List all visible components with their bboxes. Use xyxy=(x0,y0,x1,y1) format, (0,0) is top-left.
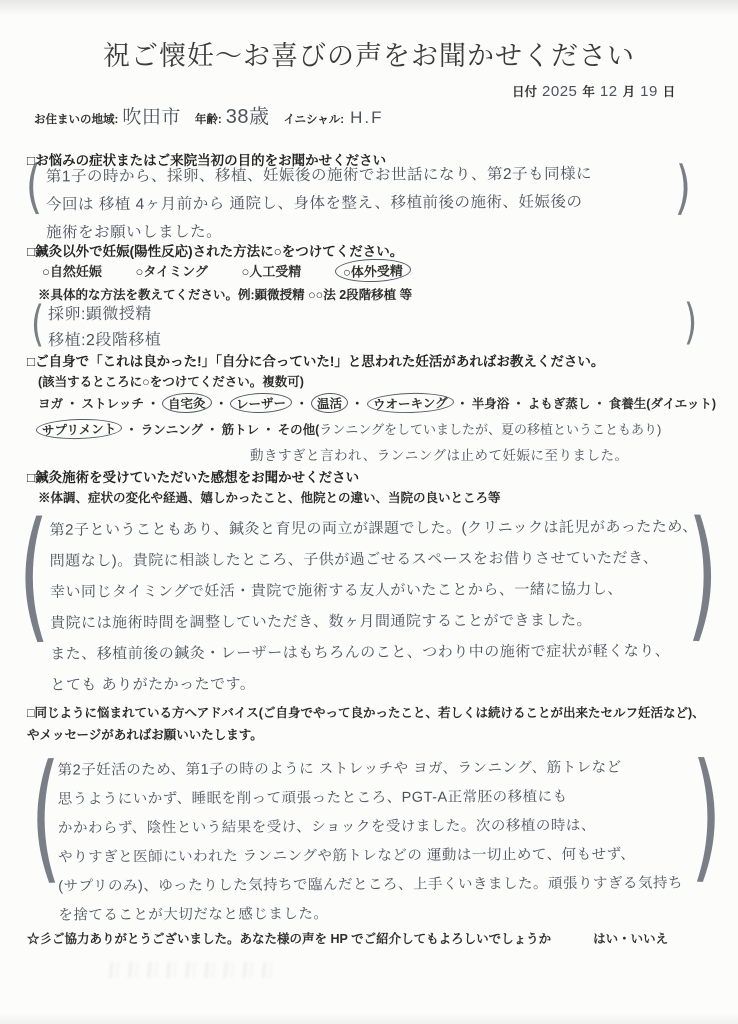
q3-option-yoga: ヨガ xyxy=(38,397,64,411)
q3-option-other: その他( xyxy=(277,423,320,437)
q5-answer-line: (サプリのみ)、ゆったりした気持ちで臨んだところ、上手くいきました。頑張りすぎる気持ち xyxy=(58,875,684,895)
q4-answer-line: 第2子ということもあり、鍼灸と育児の両立が課題でした。(クリニックは託児があったため、 xyxy=(49,518,698,539)
page-title: 祝ご懐妊～お喜びの声をお聞かせください xyxy=(103,41,635,71)
q1-heading: □お悩みの症状またはご来院当初の目的をお聞かせください xyxy=(27,153,387,168)
handwritten-bracket-left: ( xyxy=(29,735,62,899)
option-separator: ・ xyxy=(262,423,275,437)
option-separator: ・ xyxy=(456,397,469,411)
q3-option-running: ランニング xyxy=(140,423,204,437)
q3-other-answer-line2: 動きすぎと言われ、ランニングは止めて妊娠に至りました。 xyxy=(250,448,629,463)
q4-heading: □鍼灸施術を受けていただいた感想をお聞かせください xyxy=(27,470,360,485)
q4-answer xyxy=(50,511,699,700)
q3-options-row1 xyxy=(38,393,716,413)
q3-option-muscle: 筋トレ xyxy=(221,423,260,437)
option-separator: ・ xyxy=(66,397,79,411)
q3-option-stretch: ストレッチ xyxy=(81,397,144,411)
q2-option-artificial: ○人工受精 xyxy=(241,264,302,279)
q5-answer-line: やりすぎと医師にいわれた ランニングや筋トレなどの 運動は一切止めて、何もせず、 xyxy=(58,846,636,866)
option-separator: ・ xyxy=(512,397,525,411)
option-separator: ・ xyxy=(125,423,138,437)
q3-option-supplement-circled: サプリメント xyxy=(36,418,123,440)
initials-label: イニシャル: xyxy=(283,113,345,126)
q3-option-onkatsu-circled: 温活 xyxy=(311,393,349,414)
q2-answer xyxy=(48,302,162,355)
footer-line xyxy=(27,929,668,947)
scan-artifact-bottom xyxy=(0,1014,738,1024)
option-separator: ・ xyxy=(351,397,364,411)
q3-options-row2 xyxy=(36,419,661,439)
q2-answer-line: 採卵:顕微授精 xyxy=(47,305,152,324)
handwritten-bracket-right: ) xyxy=(686,491,719,657)
q4-answer-line: 問題なし)。貴院に相談したところ、子供が過ごせるスペースをお借りさせていただき、 xyxy=(49,549,659,570)
q2-answer-line: 移植:2段階移植 xyxy=(48,331,162,350)
q5-answer xyxy=(58,753,684,930)
q1-answer-line: 第1子の時から、採卵、移植、妊娠後の施術でお世話になり、第2子も同様に xyxy=(45,165,593,186)
q3-option-walking-circled: ウオーキング xyxy=(366,392,453,414)
q3-option-diet: 食養生(ダイエット) xyxy=(608,397,717,411)
q2-note: ※具体的な方法を教えてください。例:顕微授精 ○○法 2段階移植 等 xyxy=(38,288,413,302)
q4-note: ※体調、症状の変化や経過、嬉しかったこと、他院との違い、当院の良いところ等 xyxy=(38,491,501,505)
date-year-unit: 年 xyxy=(582,85,595,99)
q1-answer xyxy=(46,161,593,248)
q3-heading: □ご自身で「これは良かった!」「自分に合っていた!」と思われた妊活があればお教えください。 xyxy=(27,354,605,369)
handwritten-bracket-right: ) xyxy=(674,153,692,222)
q1-answer-line: 今回は 移植 4ヶ月前から 通院し、身体を整え、移植前後の施術、妊娠後の xyxy=(45,193,583,214)
q5-answer-line: 思うようにいかず、睡眠を削って頑張ったところ、PGT-A正常胚の移植にも xyxy=(57,788,568,808)
footer-yes-no-choice: はい・いいえ xyxy=(593,932,669,946)
q5-answer-line: を捨てることが大切だなと感じました。 xyxy=(58,906,329,924)
date-month-unit: 月 xyxy=(622,85,636,99)
q3-other-answer: ランニングをしていましたが、夏の移植ということもあり) xyxy=(319,422,662,437)
option-separator: ・ xyxy=(593,397,606,411)
region-label: お住まいの地域: xyxy=(34,113,119,126)
q2-options xyxy=(42,259,441,282)
q3-option-yomogi: よもぎ蒸し xyxy=(527,397,591,411)
q3-option-home-moxa-circled: 自宅灸 xyxy=(162,392,212,413)
date-day-value: 19 xyxy=(640,83,658,100)
q4-answer-line: 貴院には施術時間を調整していただき、数ヶ月間通院することができました。 xyxy=(50,611,593,632)
initials-value: H.F xyxy=(350,108,384,127)
option-separator: ・ xyxy=(295,397,308,411)
handwritten-bracket-left: ( xyxy=(24,152,43,221)
q1-answer-line: 施術をお願いしました。 xyxy=(46,223,223,242)
q4-answer-line: また、移植前後の鍼灸・レーザーはもちろんのこと、つわり中の施術で症状が軽くなり、 xyxy=(50,642,671,663)
q5-answer-line: かかわらず、陰性という結果を受け、ショックを受けました。次の移植の時は、 xyxy=(57,817,596,837)
option-separator: ・ xyxy=(214,397,228,411)
q3-note: (該当するところに○をつけてください。複数可) xyxy=(38,375,304,389)
q4-answer-line: とても ありがたかったです。 xyxy=(50,675,256,694)
date-year-value: 2025 xyxy=(542,83,578,100)
age-value: 38歳 xyxy=(225,106,270,128)
q4-answer-line: 幸い同じタイミングで妊活・貴院で施術する友人がいたことから、一緒に協力し、 xyxy=(49,580,623,601)
date-prefix-label: 日付 xyxy=(512,85,538,99)
handwritten-bracket-right: ) xyxy=(690,734,723,898)
date-line xyxy=(512,82,675,100)
handwritten-bracket-left: ( xyxy=(31,296,45,352)
footer-thanks-text: ☆彡ご協力ありがとうございました。あなた様の声を HP でご紹介してもよろしいでしょうか xyxy=(27,932,552,946)
q2-option-ivf-circled: ○体外受精 xyxy=(335,258,411,283)
q5-heading-line2: やメッセージがあればお願いいたします。 xyxy=(27,728,263,742)
q2-option-natural: ○自然妊娠 xyxy=(42,264,102,279)
scan-artifact-top xyxy=(0,0,738,16)
date-day-unit: 日 xyxy=(662,85,676,99)
q2-heading: □鍼灸以外で妊娠(陽性反応)された方法に○をつけてください。 xyxy=(27,244,404,259)
q3-option-halfbath: 半身浴 xyxy=(471,397,510,411)
ink-bleed-artifact xyxy=(106,962,274,978)
handwritten-bracket-left: ( xyxy=(17,492,50,658)
q5-answer-line: 第2子妊活のため、第1子の時のように ストレッチや ヨガ、ランニング、筋トレなど xyxy=(57,759,622,779)
option-separator: ・ xyxy=(146,397,160,411)
age-label: 年齢: xyxy=(194,113,222,126)
handwritten-bracket-right: ) xyxy=(684,294,698,350)
region-value: 吹田市 xyxy=(122,107,181,128)
q3-option-laser-circled: レーザー xyxy=(230,392,293,414)
date-month-value: 12 xyxy=(599,83,618,100)
q2-option-timing: ○タイミング xyxy=(135,264,208,279)
q5-heading-line1: □同じように悩まれている方へアドバイス(ご自身でやって良かったこと、若しくは続けることが出来たセルフ妊活など)、 xyxy=(27,706,705,720)
option-separator: ・ xyxy=(206,423,219,437)
profile-line xyxy=(34,100,383,129)
